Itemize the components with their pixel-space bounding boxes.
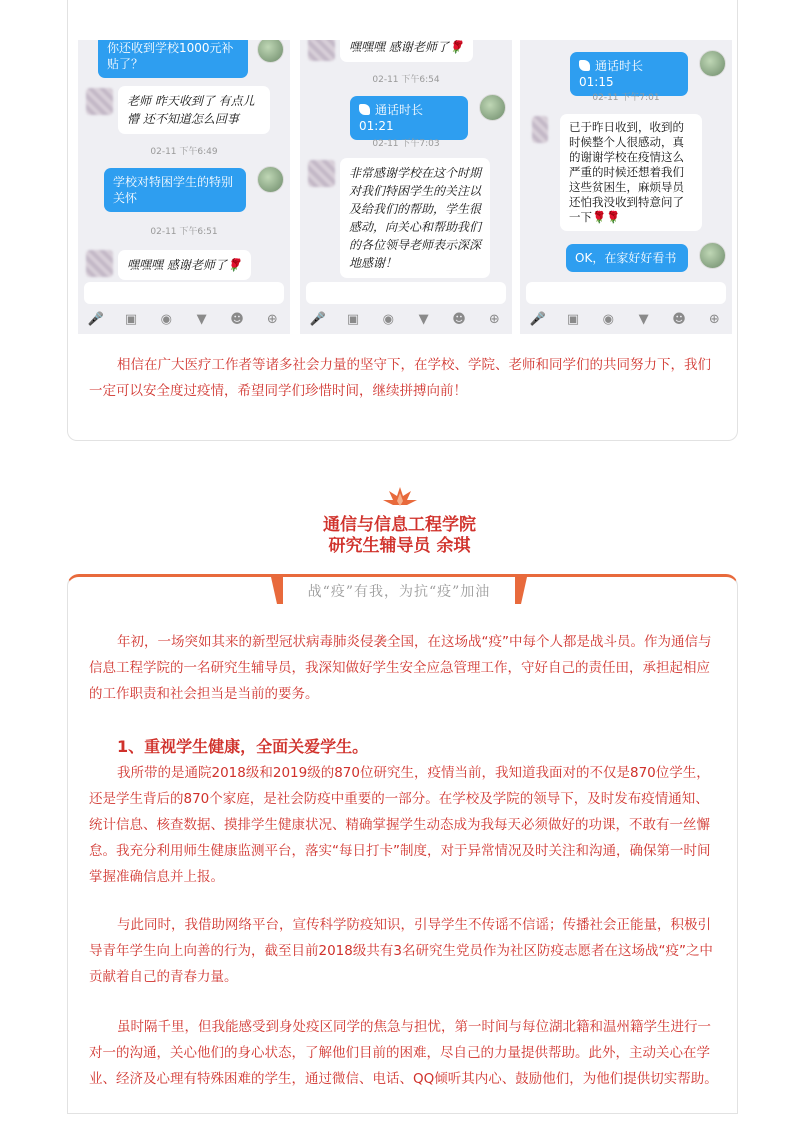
- chat-toolbar: [520, 308, 732, 330]
- chat-timestamp: 02-11 下午7:03: [372, 139, 440, 149]
- phone-icon: [579, 60, 590, 71]
- red-packet-icon[interactable]: ▼: [196, 311, 207, 327]
- plus-icon[interactable]: ⊕: [266, 311, 278, 327]
- chat-timestamp: 02-11 下午6:49: [150, 147, 218, 157]
- avatar-blurred: [308, 40, 335, 61]
- avatar: [699, 242, 726, 269]
- image-icon[interactable]: ▣: [346, 311, 360, 327]
- chat-screenshot-2: [300, 40, 512, 334]
- chat-toolbar: [300, 308, 512, 330]
- microphone-icon[interactable]: 🎤: [309, 311, 326, 327]
- paragraph-clip: [0, 1014, 799, 1098]
- camera-icon[interactable]: ◉: [382, 311, 394, 327]
- chat-bubble-sent: 学校对特困学生的特别关怀: [104, 168, 246, 212]
- section-title-name: 研究生辅导员 余琪: [328, 536, 471, 556]
- section-title-school: 通信与信息工程学院: [323, 515, 476, 535]
- chat-timestamp: 02-11 下午6:54: [372, 75, 440, 85]
- chat-timestamp: 02-11 下午7:01: [592, 93, 660, 103]
- chat-bubble-received: 老师 昨天收到了 有点儿懵 还不知道怎么回事: [118, 86, 270, 134]
- tag-label-wrap: [271, 577, 527, 604]
- paragraph-propaganda: 与此同时，我借助网络平台，宣传科学防疫知识，引导学生不传谣不信谣；传播社会正能量，积极引导青年学生向上向善的行为，截至目前2018级共有3名研究生党员作为社区防疫志愿者在这场战“疫”之中贡献着自己的青春力量。: [89, 917, 713, 985]
- call-duration-label: 通话时长 01:15: [579, 59, 644, 89]
- microphone-icon[interactable]: 🎤: [529, 311, 546, 327]
- flame-icon: [383, 487, 417, 511]
- avatar: [257, 40, 284, 63]
- chat-screenshot-3: [520, 40, 732, 334]
- paragraph-care: 虽时隔千里，但我能感受到身处疫区同学的焦急与担忧，第一时间与每位湖北籍和温州籍学生进行一对一的沟通，关心他们的身心状态，了解他们目前的困难，尽自己的力量提供帮助。此外，主动关心在学业、经济及心理有特殊困难的学生，通过微信、电话、QQ倾听其内心、鼓励他们，为他们提供切实帮助。: [89, 1019, 718, 1087]
- microphone-icon[interactable]: 🎤: [87, 311, 104, 327]
- avatar: [257, 166, 284, 193]
- emoji-icon[interactable]: ☻: [230, 311, 244, 327]
- avatar: [479, 94, 506, 121]
- closing-paragraph: 相信在广大医疗工作者等诸多社会力量的坚守下，在学校、学院、老师和同学们的共同努力下，我们一定可以安全度过疫情，希望同学们珍惜时间，继续拼搏向前！: [89, 357, 711, 399]
- red-packet-icon[interactable]: ▼: [638, 311, 649, 327]
- plus-icon[interactable]: ⊕: [708, 311, 720, 327]
- avatar-blurred: [532, 116, 548, 143]
- chat-timestamp: 02-11 下午6:51: [150, 227, 218, 237]
- chat-bubble-received: 已于昨日收到，收到的时候整个人很感动，真的谢谢学校在疫情这么严重的时候还想着我们这些贫困生，麻烦导员还怕我没收到特意问了一下🌹🌹: [560, 114, 702, 231]
- phone-icon: [359, 104, 370, 115]
- heading-student-health: 1、重视学生健康，全面关爱学生。: [117, 737, 369, 756]
- chat-input[interactable]: [84, 282, 284, 304]
- chat-bubble-received: 嘿嘿嘿 感谢老师了🌹: [118, 250, 251, 280]
- call-duration-bubble: [350, 96, 468, 140]
- avatar-blurred: [308, 160, 335, 187]
- tag-label: 战“疫”有我，为抗“疫”加油: [307, 584, 491, 600]
- call-duration-label: 通话时长 01:21: [359, 103, 424, 133]
- avatar: [699, 50, 726, 77]
- chat-input[interactable]: [306, 282, 506, 304]
- emoji-icon[interactable]: ☻: [672, 311, 686, 327]
- camera-icon[interactable]: ◉: [602, 311, 614, 327]
- chat-bubble-received: 非常感谢学校在这个时期对我们特困学生的关注以及给我们的帮助，学生很感动，向关心和帮助我们的各位领导老师表示深深地感谢！: [340, 158, 490, 278]
- chat-toolbar: [78, 308, 290, 330]
- chat-bubble-sent: 你还收到学校1000元补贴了？: [98, 40, 248, 78]
- image-icon[interactable]: ▣: [124, 311, 138, 327]
- red-packet-icon[interactable]: ▼: [418, 311, 429, 327]
- chat-input[interactable]: [526, 282, 726, 304]
- paragraph-intro: 年初，一场突如其来的新型冠状病毒肺炎侵袭全国，在这场战“疫”中每个人都是战斗员。作为通信与信息工程学院的一名研究生辅导员，我深知做好学生安全应急管理工作，守好自己的责任田，承担起相应的工作职责和社会担当是当前的要务。: [89, 634, 712, 702]
- image-icon[interactable]: ▣: [566, 311, 580, 327]
- paragraph-health: 我所带的是通院2018级和2019级的870位研究生，疫情当前，我知道我面对的不仅是870位学生，还是学生背后的870个家庭，是社会防疫中重要的一部分。在学校及学院的领导下，及时发布疫情通知、统计信息、核查数据、摸排学生健康状况、精确掌握学生动态成为我每天必须做好的功课，不敢有一丝懈怠。我充分利用师生健康监测平台，落实“每日打卡”制度，对于异常情况及时关注和沟通，确保第一时间掌握准确信息并上报。: [89, 765, 711, 885]
- avatar-blurred: [86, 88, 113, 115]
- plus-icon[interactable]: ⊕: [488, 311, 500, 327]
- emoji-icon[interactable]: ☻: [452, 311, 466, 327]
- camera-icon[interactable]: ◉: [160, 311, 172, 327]
- chat-bubble-sent: OK，在家好好看书: [566, 244, 688, 272]
- chat-bubble-received: 嘿嘿嘿 感谢老师了🌹: [340, 40, 473, 62]
- chat-screenshot-1: [78, 40, 290, 334]
- avatar-blurred: [86, 250, 113, 277]
